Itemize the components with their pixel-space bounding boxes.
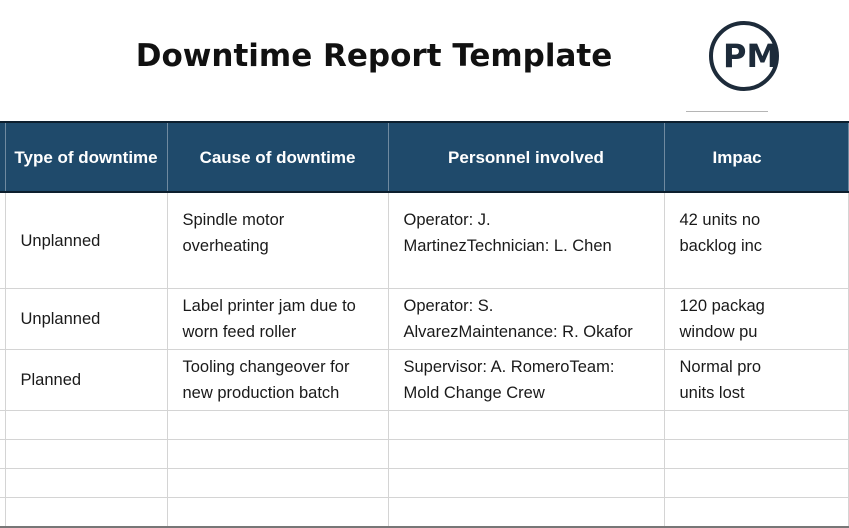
table-cell (664, 411, 848, 440)
table-row (0, 192, 848, 289)
cell-personnel (388, 289, 664, 350)
cell-line: Mold Change Crew (403, 384, 545, 402)
cell-line: Spindle motor (182, 211, 285, 229)
cell-line: 120 packag (679, 297, 765, 315)
cell-line: MartinezTechnician: L. Chen (403, 237, 612, 255)
cell-personnel (388, 350, 664, 411)
cell-line: units lost (679, 384, 745, 402)
cell-cause (167, 192, 388, 289)
cell-impact (664, 289, 848, 350)
cell-impact (664, 192, 848, 289)
empty-row (0, 498, 848, 528)
empty-row (0, 469, 848, 498)
cell-type: Unplanned (5, 192, 167, 289)
table-cell (5, 440, 167, 469)
cell-line: backlog inc (679, 237, 763, 255)
empty-row (0, 411, 848, 440)
cell-line: worn feed roller (182, 323, 297, 341)
page-title: Downtime Report Template (135, 38, 613, 74)
cell-line: window pu (679, 323, 758, 341)
cell-impact (664, 350, 848, 411)
cell-line: Normal pro (679, 358, 762, 376)
table-cell (167, 469, 388, 498)
table-cell (664, 440, 848, 469)
table-cell (167, 498, 388, 528)
cell-line: 42 units no (679, 211, 761, 229)
cell-line: new production batch (182, 384, 340, 402)
table-cell (5, 498, 167, 528)
pm-logo-text: PM (723, 37, 779, 75)
table-cell (167, 411, 388, 440)
table-cell (5, 411, 167, 440)
cell-line: Operator: J. (403, 211, 491, 229)
table-cell (664, 498, 848, 528)
header-type-of-downtime: Type of downtime (5, 122, 167, 192)
header-personnel-involved: Personnel involved (388, 122, 664, 192)
empty-row (0, 440, 848, 469)
divider-line (686, 111, 768, 112)
cell-line: AlvarezMaintenance: R. Okafor (403, 323, 633, 341)
table-cell (5, 469, 167, 498)
table-cell (388, 469, 664, 498)
header-impact: Impac (664, 122, 848, 192)
cell-type: Planned (5, 350, 167, 411)
cell-line: Label printer jam due to (182, 297, 356, 315)
table-cell (664, 469, 848, 498)
cell-cause (167, 289, 388, 350)
table-header-row (0, 122, 848, 192)
cell-line: overheating (182, 237, 269, 255)
table-cell (388, 411, 664, 440)
cell-personnel (388, 192, 664, 289)
header-cause-of-downtime: Cause of downtime (167, 122, 388, 192)
cell-cause (167, 350, 388, 411)
table-row (0, 289, 848, 350)
table-row (0, 350, 848, 411)
pm-logo (709, 21, 779, 91)
downtime-table (0, 121, 849, 528)
cell-line: Operator: S. (403, 297, 494, 315)
table-cell (167, 440, 388, 469)
cell-type: Unplanned (5, 289, 167, 350)
cell-line: Tooling changeover for (182, 358, 350, 376)
table-cell (388, 498, 664, 528)
table-cell (388, 440, 664, 469)
cell-line: Supervisor: A. RomeroTeam: (403, 358, 615, 376)
